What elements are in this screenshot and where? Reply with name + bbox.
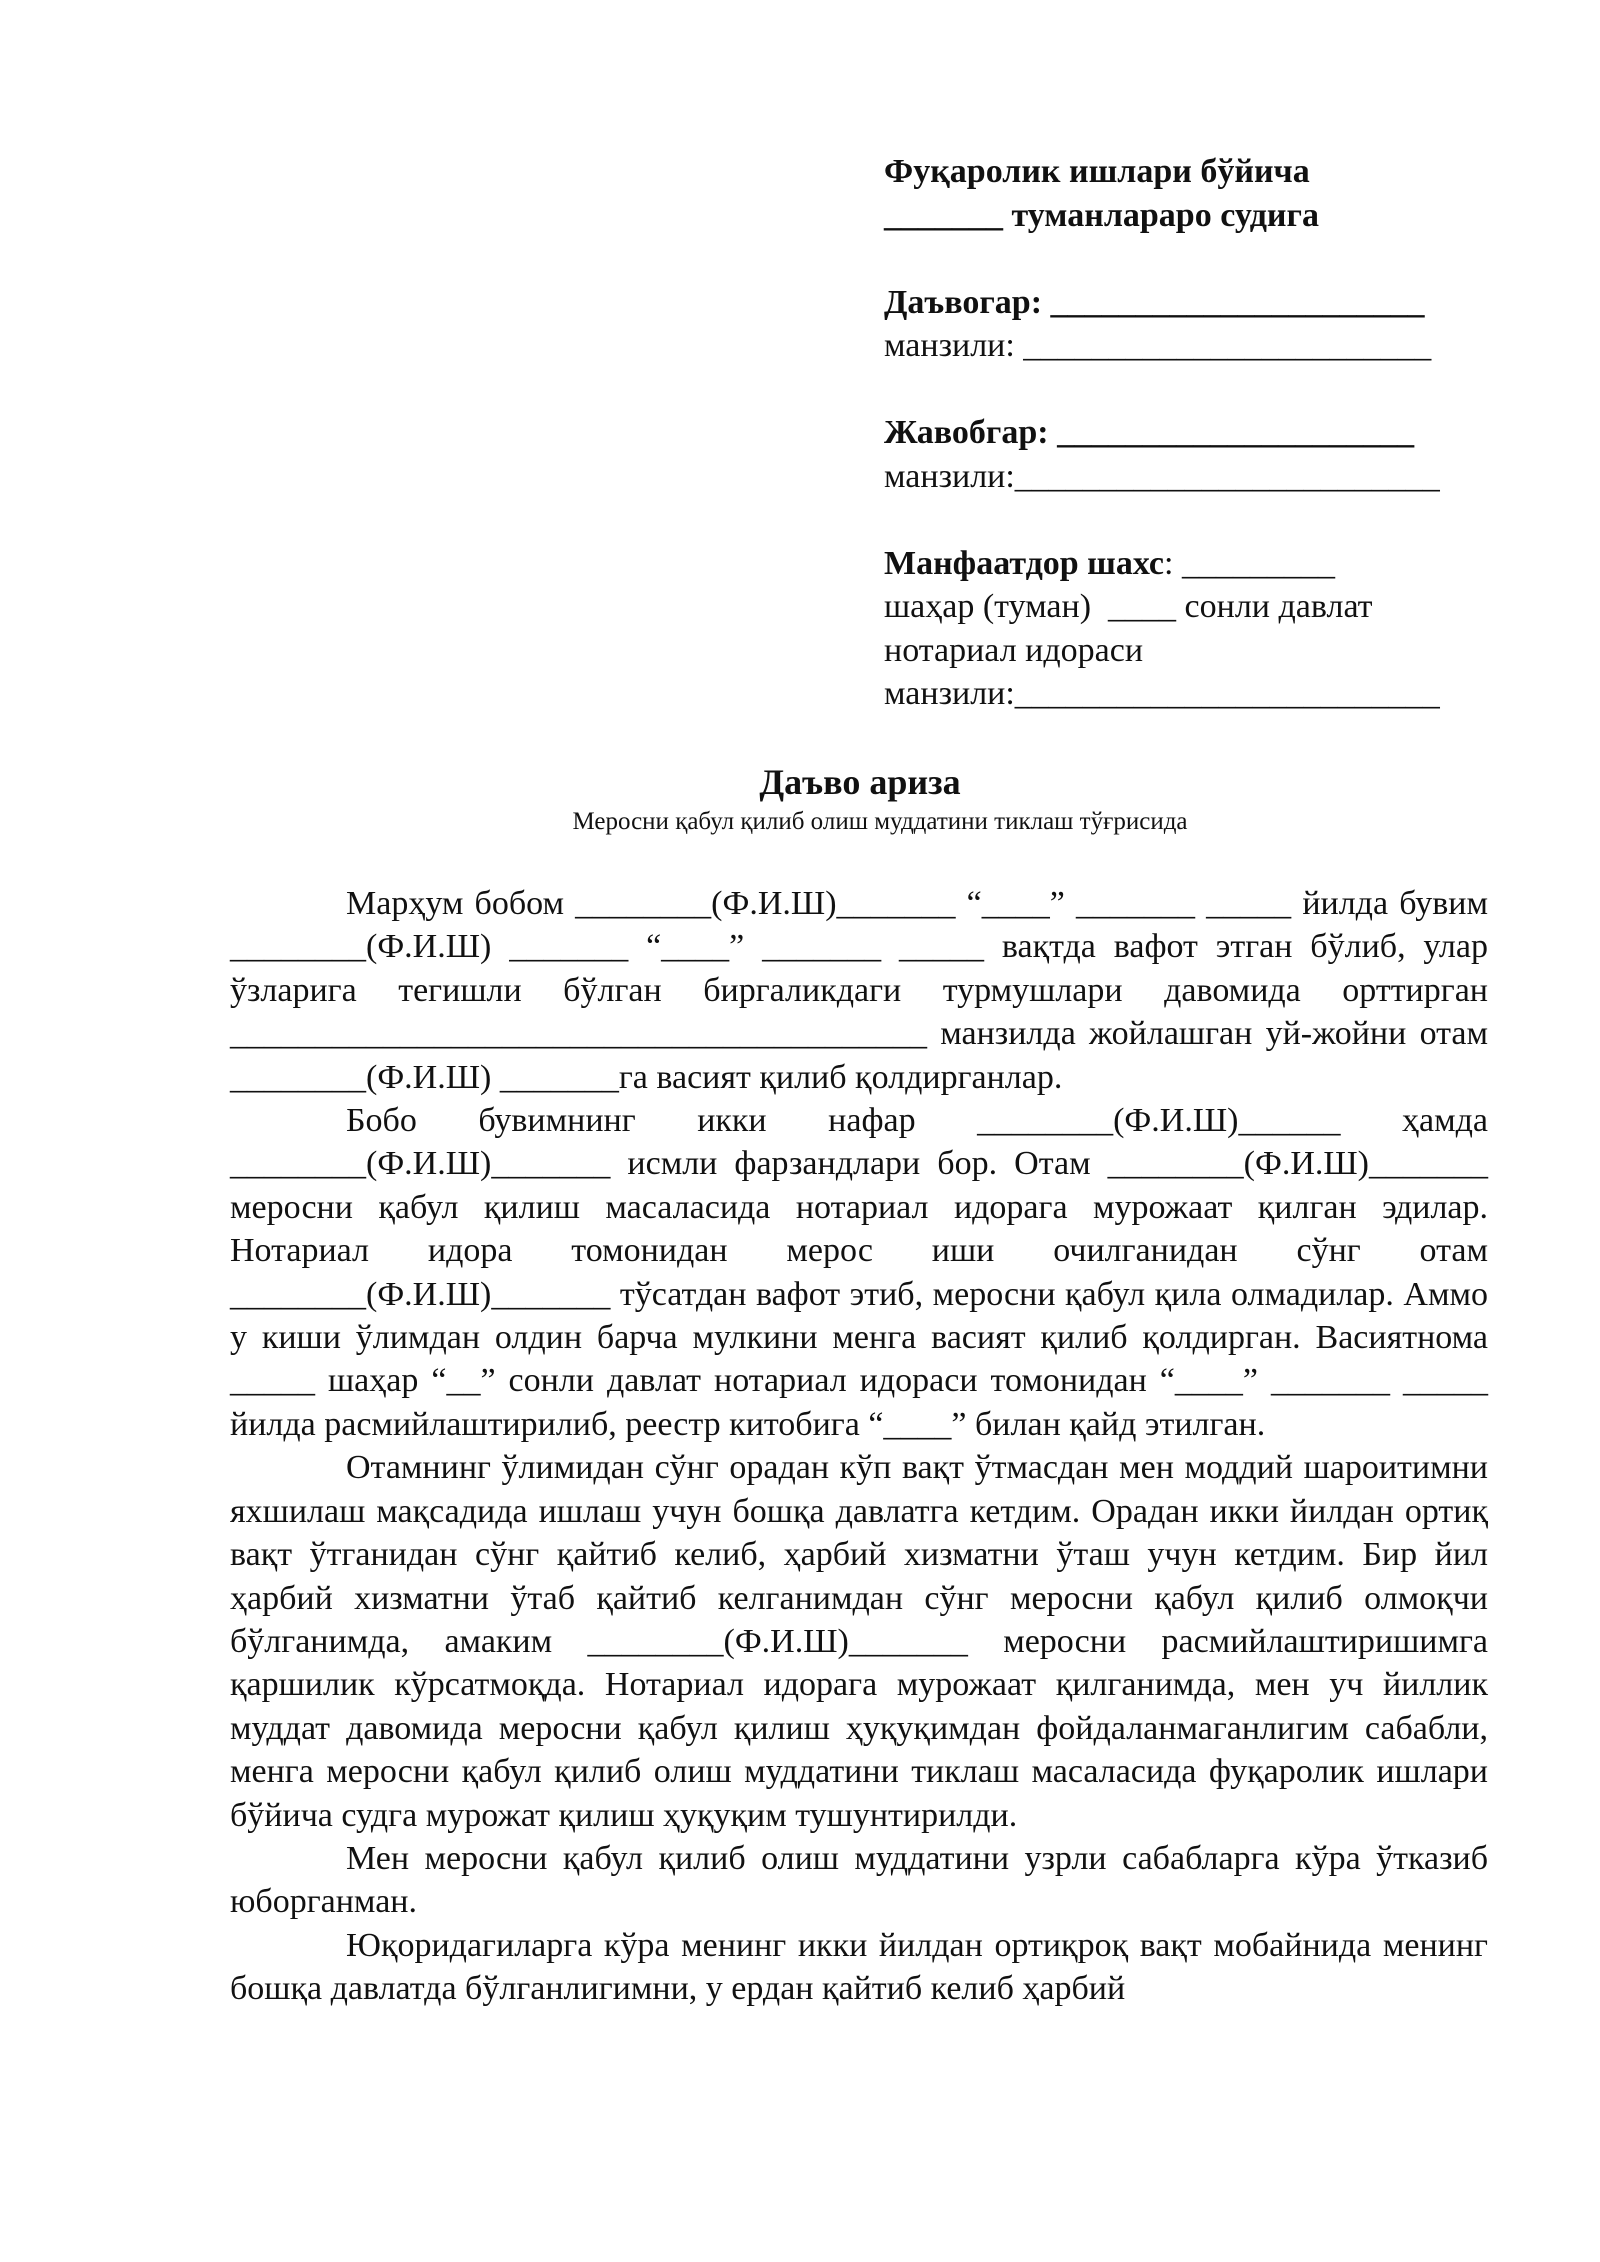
spacer [884,368,1524,412]
interested-party-blank: : _________ [1164,544,1335,582]
interested-party-label: Манфаатдор шахс [884,544,1165,582]
document-title: Даъво ариза [759,762,961,802]
notary-line-2: нотариал идораси [884,631,1144,669]
paragraph: Отамнинг ўлимидан сўнг орадан кўп вақт ўтмасдан мен моддий шароитимни яхшилаш мақсадида ишлаш учун бошқа давлатга кетдим. Орадан икки йилдан ортиқ вақт ўтганидан сўнг қайтиб келиб, ҳарбий хизматни ўташ учун кетдим. Бир йил ҳарбий хизматни ўтаб қайтиб келганимдан сўнг меросни қабул қилиб олмоқчи бўлганимда, амаким ________(Ф.И.Ш)_______ меросни расмийлаштиришимга қаршилик кўрсатмоқда. Нотариал идорага мурожаат қилганимда, мен уч йиллик муддат давомида меросни қабул қилиш ҳуқуқимдан фойдаланмаганлигим сабабли, менга меросни қабул қилиб олиш муддатини тиклаш масаласида фуқаролик ишлари бўйича судга мурожат қилиш ҳуқуқим тушунтирилди. [230,1449,1488,1834]
notary-line-1: шаҳар (туман) ____ сонли давлат [884,588,1373,625]
paragraph: Марҳум бобом ________(Ф.И.Ш)_______ “____” _______ _____ йилда бувим ________(Ф.И.Ш) _______ “____” _______ _____ вақтда вафот этган бўлиб, улар ўзларига тегишли бўлган биргаликдаги турмушлари давомида орттирган _________________________________________ манзилда жойлашган уй-жойни отам ________(Ф.И.Ш) _______га васият қилиб қолдирганлар. [230,885,1488,1096]
court-line-2: _______ туманлараро судига [884,196,1319,234]
defendant-label: Жавобгар: [884,414,1049,451]
paragraph: Бобо бувимнинг икки нафар ________(Ф.И.Ш)______ ҳамда ________(Ф.И.Ш)_______ исмли фарзандлари бор. Отам ________(Ф.И.Ш)_______ меросни қабул қилиш масаласида нотариал идорага мурожаат қилган эдилар. Нотариал идора томонидан мерос иши очилганидан сўнг отам ________(Ф.И.Ш)_______ тўсатдан вафот этиб, меросни қабул қила олмадилар. Аммо у киши ўлимдан олдин барча мулкини менга васият қилиб қолдирган. Васиятнома _____ шаҳар “__” сонли давлат нотариал идораси томонидан “____” _______ _____ йилда расмийлаштирилиб, реестр китобига “____” билан қайд этилган. [230,1102,1488,1443]
spacer [884,237,1524,281]
paragraph: Юқоридагиларга кўра менинг икки йилдан ортиқроқ вақт мобайнида менинг бошқа давлатда бўлганлигимни, у ердан қайтиб келиб ҳарбий [230,1926,1488,2008]
spacer [884,498,1524,542]
addressee-block [884,150,1524,716]
court-line-1: Фуқаролик ишлари бўйича [884,153,1310,190]
document-body [230,882,1488,2011]
defendant-blank: _____________________ [1048,414,1415,451]
defendant-address: манзили:_________________________ [884,457,1440,495]
paragraph: Мен меросни қабул қилиб олиш муддатини узрли сабабларга кўра ўтказиб юборганман. [230,1839,1488,1921]
plaintiff-blank: ______________________ [1042,283,1425,321]
plaintiff-label: Даъвогар: [884,283,1043,321]
interested-party-line [884,542,1524,586]
defendant-line [884,411,1524,455]
notary-address: манзили:_________________________ [884,675,1440,712]
plaintiff-address: манзили: ________________________ [884,327,1432,364]
plaintiff-line [884,281,1524,325]
document-subtitle: Меросни қабул қилиб олиш муддатини тиклаш тўғрисида [572,808,1188,835]
